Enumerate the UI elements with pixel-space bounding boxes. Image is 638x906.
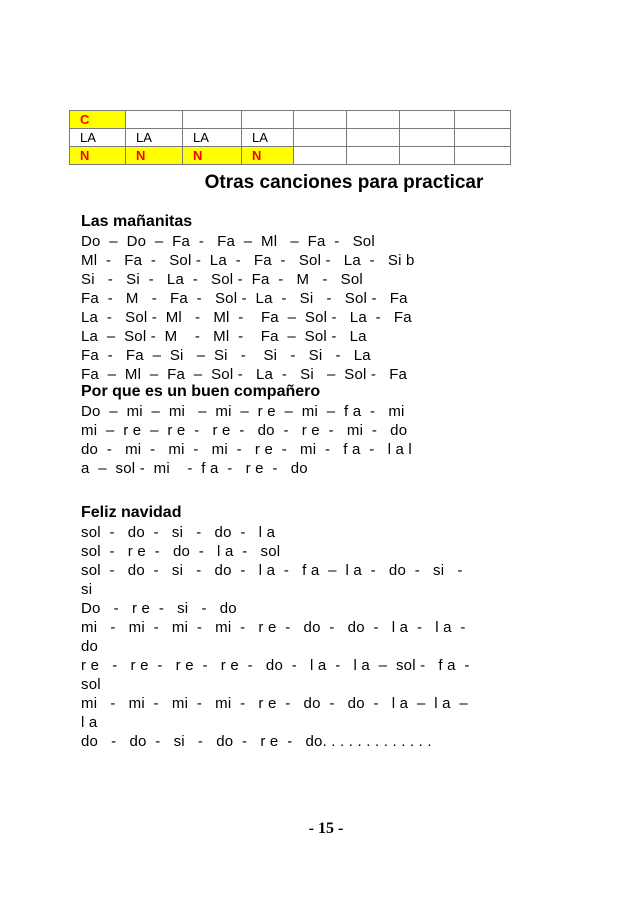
song-line: do xyxy=(81,638,99,655)
grid-cell xyxy=(347,147,400,165)
song-line: mi - mi - mi - mi - r e - do - do - l a – l a – xyxy=(81,695,468,712)
song-line: Ml - Fa - Sol - La - Fa - Sol - La - Si b xyxy=(81,252,415,269)
grid-cell: N xyxy=(70,147,126,165)
grid-cell xyxy=(183,111,242,129)
section-title: Otras canciones para practicar xyxy=(204,172,484,193)
song-line: mi - mi - mi - mi - r e - do - do - l a - l a - xyxy=(81,619,466,636)
grid-cell xyxy=(400,111,455,129)
grid-cell xyxy=(400,147,455,165)
grid-cell xyxy=(294,111,347,129)
grid-cell xyxy=(347,129,400,147)
grid-cell: LA xyxy=(242,129,294,147)
song-line: Si - Si - La - Sol - Fa - M - Sol xyxy=(81,271,363,288)
note-grid-table xyxy=(69,110,511,165)
song-buen-companero xyxy=(81,382,412,478)
page-number: - 15 - xyxy=(308,820,344,837)
song-las-mananitas xyxy=(81,212,415,384)
grid-cell xyxy=(455,111,511,129)
grid-cell: LA xyxy=(126,129,183,147)
song-line: sol - r e - do - l a - sol xyxy=(81,543,281,560)
song-line: l a xyxy=(81,714,98,731)
grid-cell xyxy=(455,147,511,165)
song-line: do - do - si - do - r e - do. . . . . . . . . . . . . xyxy=(81,733,432,750)
grid-cell xyxy=(347,111,400,129)
song-line: si xyxy=(81,581,93,598)
grid-cell: LA xyxy=(183,129,242,147)
grid-row-notes xyxy=(70,129,511,147)
song-title: Las mañanitas xyxy=(81,213,193,230)
song-line: sol - do - si - do - l a - f a – l a - do - si - xyxy=(81,562,463,579)
song-line: Do - r e - si - do xyxy=(81,600,237,617)
song-line: sol xyxy=(81,676,101,693)
song-line: Do – mi – mi – mi – r e – mi – f a - mi xyxy=(81,403,405,420)
song-line: La – Sol - M - Ml - Fa – Sol - La xyxy=(81,328,367,345)
song-title: Feliz navidad xyxy=(81,504,182,521)
grid-cell: N xyxy=(126,147,183,165)
grid-cell xyxy=(242,111,294,129)
song-line: mi – r e – r e - r e - do - r e - mi - do xyxy=(81,422,408,439)
song-line: La - Sol - Ml - Ml - Fa – Sol - La - Fa xyxy=(81,309,412,326)
grid-row-duration xyxy=(70,147,511,165)
grid-cell: N xyxy=(242,147,294,165)
song-line: Fa - M - Fa - Sol - La - Si - Sol - Fa xyxy=(81,290,408,307)
song-line: Do – Do – Fa - Fa – Ml – Fa - Sol xyxy=(81,233,375,250)
song-line: sol - do - si - do - l a xyxy=(81,524,276,541)
grid-cell xyxy=(400,129,455,147)
grid-cell xyxy=(126,111,183,129)
song-line: a – sol - mi - f a - r e - do xyxy=(81,460,308,477)
grid-row-chord xyxy=(70,111,511,129)
grid-cell xyxy=(294,147,347,165)
grid-cell xyxy=(294,129,347,147)
song-line: Fa – Ml – Fa – Sol - La - Si – Sol - Fa xyxy=(81,366,408,383)
song-line: do - mi - mi - mi - r e - mi - f a - l a l xyxy=(81,441,412,458)
song-title: Por que es un buen compañero xyxy=(81,383,321,400)
grid-cell: N xyxy=(183,147,242,165)
grid-cell xyxy=(455,129,511,147)
grid-cell: LA xyxy=(70,129,126,147)
grid-cell: C xyxy=(70,111,126,129)
song-line: r e - r e - r e - r e - do - l a - l a – sol - f a - xyxy=(81,657,470,674)
song-feliz-navidad xyxy=(81,503,470,751)
song-line: Fa - Fa – Si – Si - Si - Si - La xyxy=(81,347,371,364)
